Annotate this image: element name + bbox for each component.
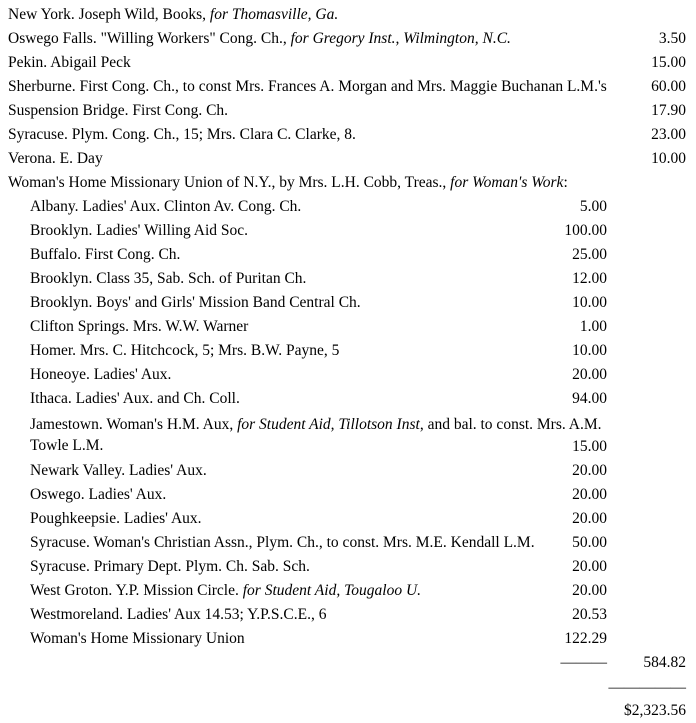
entry-amount-inner: 15.00 (572, 438, 607, 455)
entry-amount-outer: 15.00 (651, 54, 686, 71)
entry-text-segment: Brooklyn. Boys' and Girls' Mission Band Central Ch. (30, 294, 361, 311)
entry-text-segment: Syracuse. Plym. Cong. Ch., 15; Mrs. Clara C. Clarke, 8. (8, 126, 356, 143)
entry-text-segment: Pekin. Abigail Peck (8, 54, 131, 71)
entry-text (8, 27, 696, 51)
entry-text-segment: Woman's Home Missionary Union (30, 630, 245, 647)
entry-text-segment: Oswego. Ladies' Aux. (30, 486, 167, 503)
ledger-row (0, 363, 696, 387)
ledger-row (0, 75, 696, 99)
entry-amount-outer: 3.50 (658, 30, 686, 47)
ledger-row (0, 51, 696, 75)
entry-text (8, 99, 696, 123)
ledger-row (0, 315, 696, 339)
entry-text-segment: West Groton. Y.P. Mission Circle. (30, 582, 243, 599)
ledger-row (0, 27, 696, 51)
ledger-row (0, 147, 696, 171)
entry-text-segment: Ithaca. Ladies' Aux. and Ch. Coll. (30, 390, 240, 407)
entry-text-segment: Homer. Mrs. C. Hitchcock, 5; Mrs. B.W. Payne, 5 (30, 342, 340, 359)
ledger-row (0, 291, 696, 315)
ledger-row (0, 3, 696, 27)
entry-amount-outer: 17.90 (651, 102, 686, 119)
entry-amount-inner: 20.00 (572, 486, 607, 503)
ledger-row (0, 171, 696, 195)
total-row (0, 699, 696, 723)
entry-amount-outer: 60.00 (651, 78, 686, 95)
entry-text-segment: Suspension Bridge. First Cong. Ch. (8, 102, 229, 119)
ledger-row (0, 459, 696, 483)
entry-text (8, 3, 696, 27)
entry-text-segment: Clifton Springs. Mrs. W.W. Warner (30, 318, 249, 335)
ledger-row (0, 531, 696, 555)
total-rule-row (0, 675, 696, 699)
entry-text-segment: Buffalo. First Cong. Ch. (30, 246, 181, 263)
ledger-row (0, 339, 696, 363)
entry-text-segment: Honeoye. Ladies' Aux. (30, 366, 172, 383)
ledger-row (0, 219, 696, 243)
entry-amount-inner: 20.00 (572, 582, 607, 599)
entry-text-segment: Verona. E. Day (8, 150, 103, 167)
entry-amount-inner: 1.00 (579, 318, 607, 335)
entry-amount-inner: 94.00 (572, 390, 607, 407)
entry-amount-inner: 122.29 (564, 630, 607, 647)
entry-amount-inner: 20.00 (572, 558, 607, 575)
entry-text-italic-segment: for Student Aid, Tougaloo U. (242, 582, 422, 599)
entry-text-segment: Brooklyn. Class 35, Sab. Sch. of Puritan Ch. (30, 270, 307, 287)
entry-text-segment: Syracuse. Woman's Christian Assn., Plym. Ch., to const. Mrs. M.E. Kendall L.M. (30, 534, 535, 551)
ledger-row (0, 627, 696, 651)
ledger-row (0, 579, 696, 603)
entry-amount-inner: 10.00 (572, 294, 607, 311)
entry-text (8, 147, 696, 171)
entry-amount-inner: 5.00 (579, 198, 607, 215)
entry-text-segment: Jamestown. Woman's H.M. Aux, (30, 416, 238, 433)
ledger-row (0, 243, 696, 267)
entry-amount-inner: 50.00 (572, 534, 607, 551)
entry-text-italic-segment: for Student Aid, Tillotson Inst (237, 416, 420, 433)
entry-text-segment: Oswego Falls. "Willing Workers" Cong. Ch., (8, 30, 291, 47)
entry-text (8, 411, 604, 459)
ledger-row (0, 555, 696, 579)
ledger-row (0, 195, 696, 219)
ledger-row (0, 123, 696, 147)
entry-text-segment: Brooklyn. Ladies' Willing Aid Soc. (30, 222, 249, 239)
entry-amount-inner: 100.00 (564, 222, 607, 239)
entry-text-segment: : (563, 174, 568, 191)
subtotal-rule: ——— (560, 654, 607, 671)
entry-amount-inner: 25.00 (572, 246, 607, 263)
entry-text-italic-segment: for Gregory Inst., Wilmington, N.C. (290, 30, 511, 47)
entry-text (8, 171, 696, 195)
entry-text-segment: Syracuse. Primary Dept. Plym. Ch. Sab. Sch. (30, 558, 310, 575)
entry-text-segment: Albany. Ladies' Aux. Clinton Av. Cong. Ch. (30, 198, 302, 215)
ledger-row (0, 411, 696, 459)
entry-text-segment: New York. Joseph Wild, Books, (8, 6, 210, 23)
ledger-row (0, 387, 696, 411)
entry-amount-inner: 20.00 (572, 462, 607, 479)
entry-text-italic-segment: for Woman's Work (450, 174, 564, 191)
entry-amount-inner: 10.00 (572, 342, 607, 359)
entry-text (8, 51, 696, 75)
ledger-rows (0, 3, 696, 651)
entry-amount-inner: 20.00 (572, 510, 607, 527)
entry-amount-outer: 10.00 (651, 150, 686, 167)
entry-text-segment: Woman's Home Missionary Union of N.Y., by Mrs. L.H. Cobb, Treas., (8, 174, 451, 191)
entry-amount-inner: 12.00 (572, 270, 607, 287)
total-rule: ————— (608, 679, 686, 696)
entry-text-italic-segment: for Thomasville, Ga. (209, 6, 339, 23)
entry-text-segment: Sherburne. First Cong. Ch., to const Mrs. Frances A. Morgan and Mrs. Maggie Buchanan L.M.'s (8, 78, 607, 95)
ledger-row (0, 99, 696, 123)
entry-text-segment: Westmoreland. Ladies' Aux 14.53; Y.P.S.C.E., 6 (30, 606, 327, 623)
total-amount: $2,323.56 (624, 702, 686, 719)
ledger-row (0, 267, 696, 291)
ledger-row (0, 507, 696, 531)
entry-text-segment: Newark Valley. Ladies' Aux. (30, 462, 207, 479)
entry-text-segment: , and bal. to const. Mrs. A.M. Towle L.M. (30, 416, 602, 454)
entry-text-segment: Poughkeepsie. Ladies' Aux. (30, 510, 202, 527)
entry-amount-inner: 20.00 (572, 366, 607, 383)
entry-text (8, 75, 696, 99)
subtotal-amount: 584.82 (643, 654, 686, 671)
ledger-row (0, 603, 696, 627)
ledger-row (0, 483, 696, 507)
subtotal-row (0, 651, 696, 675)
entry-amount-inner: 20.53 (572, 606, 607, 623)
entry-amount-outer: 23.00 (651, 126, 686, 143)
entry-text (8, 123, 696, 147)
